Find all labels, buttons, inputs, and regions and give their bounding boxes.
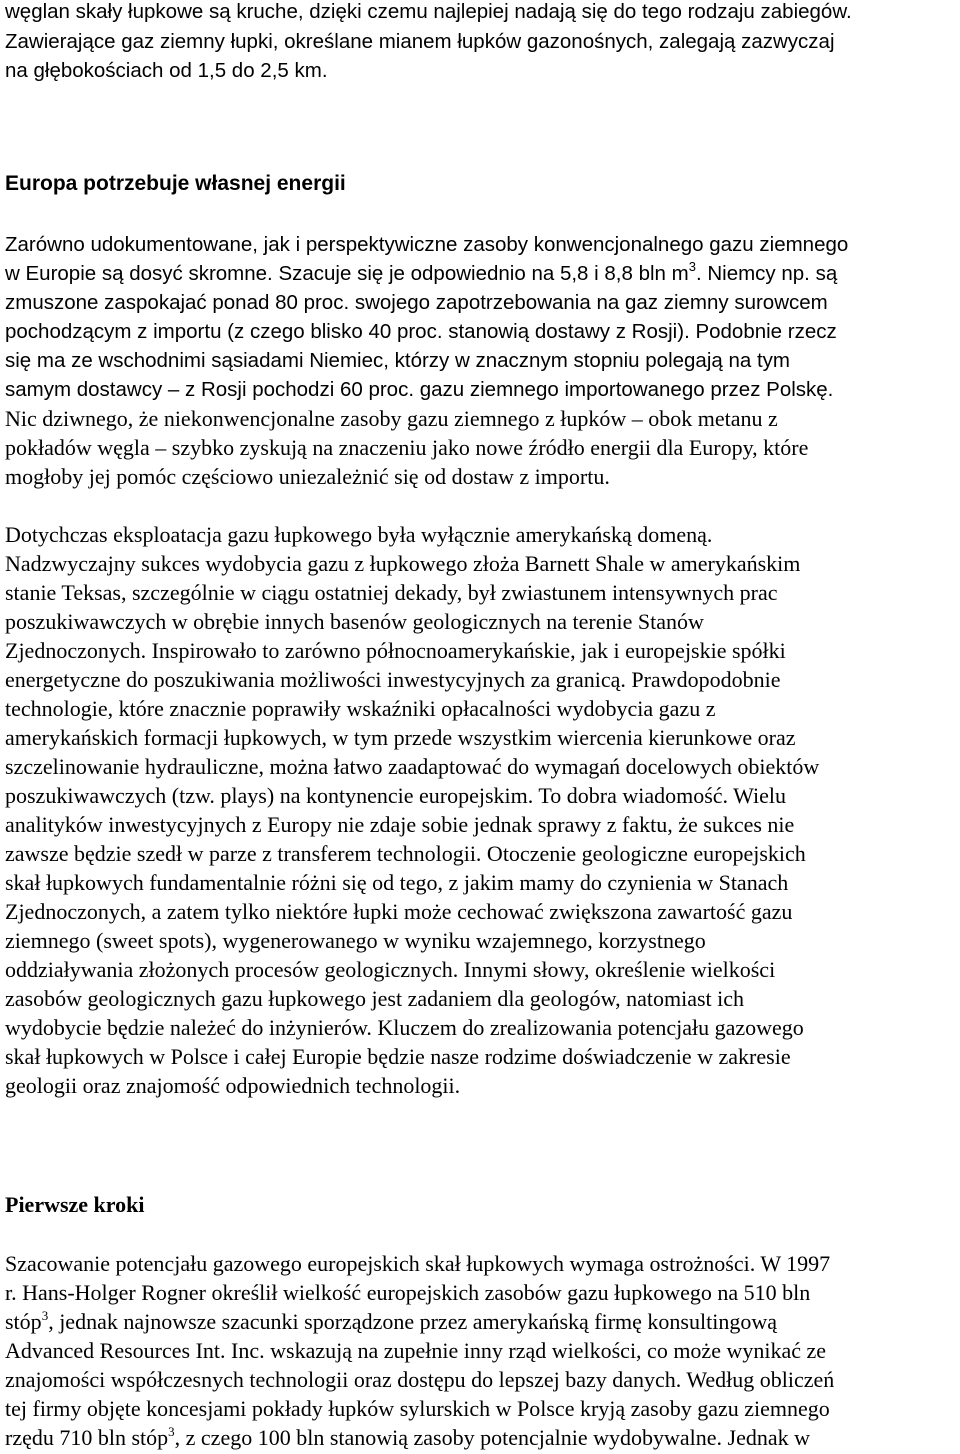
text-line: pokładów węgla – szybko zyskują na znaczeniu jako nowe źródło energii dla Europy, które bbox=[5, 435, 809, 460]
text-line: wydobycie będzie należeć do inżynierów. Kluczem do zrealizowania potencjału gazowego bbox=[5, 1015, 804, 1040]
text-line: energetyczne do poszukiwania możliwości inwestycyjnych za granicą. Prawdopodobnie bbox=[5, 667, 781, 692]
text-segment: rzędu 710 bln stóp bbox=[5, 1425, 169, 1450]
text-segment: , z czego 100 bln stanowią zasoby potencjalnie wydobywalne. Jednak w bbox=[174, 1425, 811, 1450]
text-line: Nadzwyczajny sukces wydobycia gazu z łupkowego złoża Barnett Shale w amerykańskim bbox=[5, 551, 801, 576]
text-line: mogłoby jej pomóc częściowo uniezależnić się od dostaw z importu. bbox=[5, 464, 610, 489]
superscript: 3 bbox=[168, 1424, 175, 1439]
text-line: amerykańskich formacji łupkowych, w tym przede wszystkim wiercenia kierunkowe oraz bbox=[5, 725, 796, 750]
text-line: samym dostawcy – z Rosji pochodzi 60 proc. gazu ziemnego importowanego przez Polskę. bbox=[5, 378, 834, 401]
text-line: Nic dziwnego, że niekonwencjonalne zasoby gazu ziemnego z łupków – obok metanu z bbox=[5, 406, 778, 431]
text-line: na głębokościach od 1,5 do 2,5 km. bbox=[5, 59, 328, 82]
text-line: oddziaływania złożonych procesów geologicznych. Innymi słowy, określenie wielkości bbox=[5, 957, 776, 982]
text-line: technologie, które znacznie poprawiły wskaźniki opłacalności wydobycia gazu z bbox=[5, 696, 716, 721]
text-line: tej firmy objęte koncesjami pokłady łupków sylurskich w Polsce kryją zasoby gazu ziemnego bbox=[5, 1396, 830, 1421]
text-line: zawsze będzie szedł w parze z transferem technologii. Otoczenie geologiczne europejskich bbox=[5, 841, 806, 866]
text-line: skał łupkowych w Polsce i całej Europie będzie nasze rodzime doświadczenie w zakresie bbox=[5, 1044, 791, 1069]
text-line: Dotychczas eksploatacja gazu łupkowego była wyłącznie amerykańską domeną. bbox=[5, 522, 713, 547]
text-line: pochodzącym z importu (z czego blisko 40 proc. stanowią dostawy z Rosji). Podobnie rzecz bbox=[5, 320, 837, 343]
text-segment: w Europie są dosyć skromne. Szacuje się je odpowiednio na 5,8 i 8,8 bln m bbox=[5, 262, 689, 285]
text-line bbox=[5, 1423, 810, 1452]
text-line: skał łupkowych fundamentalnie różni się od tego, z jakim mamy do czynienia w Stanach bbox=[5, 870, 789, 895]
text-line: stanie Teksas, szczególnie w ciągu ostatniej dekady, był zwiastunem intensywnych prac bbox=[5, 580, 778, 605]
superscript: 3 bbox=[688, 259, 696, 274]
text-line: Zarówno udokumentowane, jak i perspektywiczne zasoby konwencjonalnego gazu ziemnego bbox=[5, 233, 849, 256]
text-line: Advanced Resources Int. Inc. wskazują na zupełnie inny rząd wielkości, co może wynikać ze bbox=[5, 1338, 827, 1363]
text-line: Zjednoczonych, a zatem tylko niektóre łupki może cechować zwiększona zawartość gazu bbox=[5, 899, 793, 924]
text-line bbox=[5, 259, 837, 288]
superscript: 3 bbox=[41, 1308, 49, 1323]
text-line: znajomości współczesnych technologii oraz dostępu do lepszej bazy danych. Według obliczeń bbox=[5, 1367, 835, 1392]
text-line: analityków inwestycyjnych z Europy nie zdaje sobie jednak sprawy z faktu, że sukces nie bbox=[5, 812, 795, 837]
section-heading: Europa potrzebuje własnej energii bbox=[5, 172, 346, 195]
text-line: r. Hans-Holger Rogner określił wielkość europejskich zasobów gazu łupkowego na 510 bln bbox=[5, 1280, 811, 1305]
text-line: Zawierające gaz ziemny łupki, określane mianem łupków gazonośnych, zalegają zazwyczaj bbox=[5, 30, 835, 53]
text-segment: . Niemcy np. są bbox=[695, 262, 838, 285]
text-line: się ma ze wschodnimi sąsiadami Niemiec, którzy w znacznym stopniu polegają na tym bbox=[5, 349, 791, 372]
text-line: poszukiwawczych (tzw. plays) na kontynencie europejskim. To dobra wiadomość. Wielu bbox=[5, 783, 787, 808]
text-line: Szacowanie potencjału gazowego europejskich skał łupkowych wymaga ostrożności. W 1997 bbox=[5, 1251, 831, 1276]
section-heading: Pierwsze kroki bbox=[5, 1192, 145, 1217]
text-segment: stóp bbox=[5, 1309, 42, 1334]
text-line: poszukiwawczych w obrębie innych basenów geologicznych na terenie Stanów bbox=[5, 609, 704, 634]
text-line: węglan skały łupkowe są kruche, dzięki czemu najlepiej nadają się do tego rodzaju zabiegów. bbox=[5, 0, 852, 23]
text-line: szczelinowanie hydrauliczne, można łatwo zaadaptować do wymagań docelowych obiektów bbox=[5, 754, 820, 779]
text-line: Zjednoczonych. Inspirowało to zarówno północnoamerykańskie, jak i europejskie spółki bbox=[5, 638, 786, 663]
text-line: zasobów geologicznych gazu łupkowego jest zadaniem dla geologów, natomiast ich bbox=[5, 986, 745, 1011]
text-line: zmuszone zaspokajać ponad 80 proc. swojego zapotrzebowania na gaz ziemny surowcem bbox=[5, 291, 828, 314]
text-segment: , jednak najnowsze szacunki sporządzone przez amerykańską firmę konsultingową bbox=[48, 1309, 777, 1334]
text-line bbox=[5, 1307, 777, 1336]
text-line: ziemnego (sweet spots), wygenerowanego w wyniku wzajemnego, korzystnego bbox=[5, 928, 706, 953]
text-line: geologii oraz znajomość odpowiednich technologii. bbox=[5, 1073, 461, 1098]
